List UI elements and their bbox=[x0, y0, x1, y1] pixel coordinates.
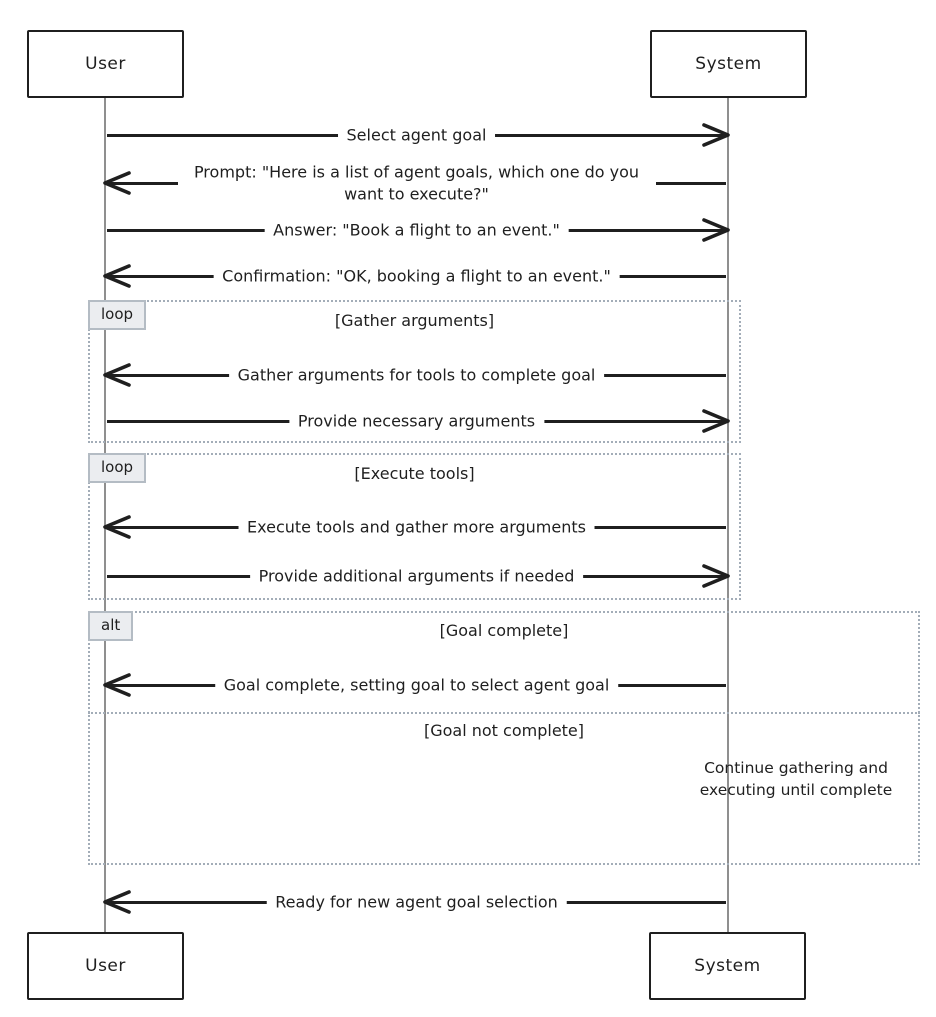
actor-label-system: System bbox=[695, 54, 762, 74]
actor-box-user-bottom bbox=[27, 932, 184, 1000]
message-label: Prompt: "Here is a list of agent goals, which one do you want to execute?" bbox=[178, 160, 656, 205]
arrowhead-left-icon bbox=[102, 263, 132, 289]
actor-label-user: User bbox=[85, 956, 126, 976]
arrowhead-left-icon bbox=[102, 514, 132, 540]
alt-condition-goal-complete: [Goal complete] bbox=[439, 621, 569, 640]
actor-box-system-bottom bbox=[649, 932, 806, 1000]
message-label: Confirmation: "OK, booking a flight to an event." bbox=[213, 266, 620, 287]
message-label: Execute tools and gather more arguments bbox=[238, 517, 595, 538]
message-label: Provide necessary arguments bbox=[289, 411, 544, 432]
arrowhead-left-icon bbox=[102, 170, 132, 196]
alt-keyword-label: alt bbox=[88, 611, 133, 641]
arrowhead-right-icon bbox=[701, 122, 731, 148]
actor-box-user-top bbox=[27, 30, 184, 98]
message-label: Gather arguments for tools to complete goal bbox=[229, 365, 605, 386]
message-label: Ready for new agent goal selection bbox=[266, 892, 567, 913]
alt-frame-goal-complete bbox=[88, 611, 920, 865]
loop-condition: [Gather arguments] bbox=[334, 311, 495, 330]
note-continue-gathering: Continue gathering and executing until complete bbox=[699, 759, 893, 799]
actor-label-system: System bbox=[694, 956, 761, 976]
arrowhead-left-icon bbox=[102, 889, 132, 915]
alt-divider bbox=[88, 712, 920, 714]
actor-label-user: User bbox=[85, 54, 126, 74]
loop-keyword-label: loop bbox=[88, 300, 146, 330]
arrowhead-right-icon bbox=[701, 217, 731, 243]
message-label: Goal complete, setting goal to select agent goal bbox=[215, 675, 619, 696]
message-label: Provide additional arguments if needed bbox=[250, 566, 584, 587]
arrowhead-right-icon bbox=[701, 563, 731, 589]
message-label: Answer: "Book a flight to an event." bbox=[264, 220, 569, 241]
arrowhead-right-icon bbox=[701, 408, 731, 434]
loop-condition: [Execute tools] bbox=[354, 464, 475, 483]
actor-box-system-top bbox=[650, 30, 807, 98]
loop-keyword-label: loop bbox=[88, 453, 146, 483]
alt-condition-goal-not-complete: [Goal not complete] bbox=[423, 721, 585, 740]
message-label: Select agent goal bbox=[338, 125, 496, 146]
arrowhead-left-icon bbox=[102, 672, 132, 698]
arrowhead-left-icon bbox=[102, 362, 132, 388]
